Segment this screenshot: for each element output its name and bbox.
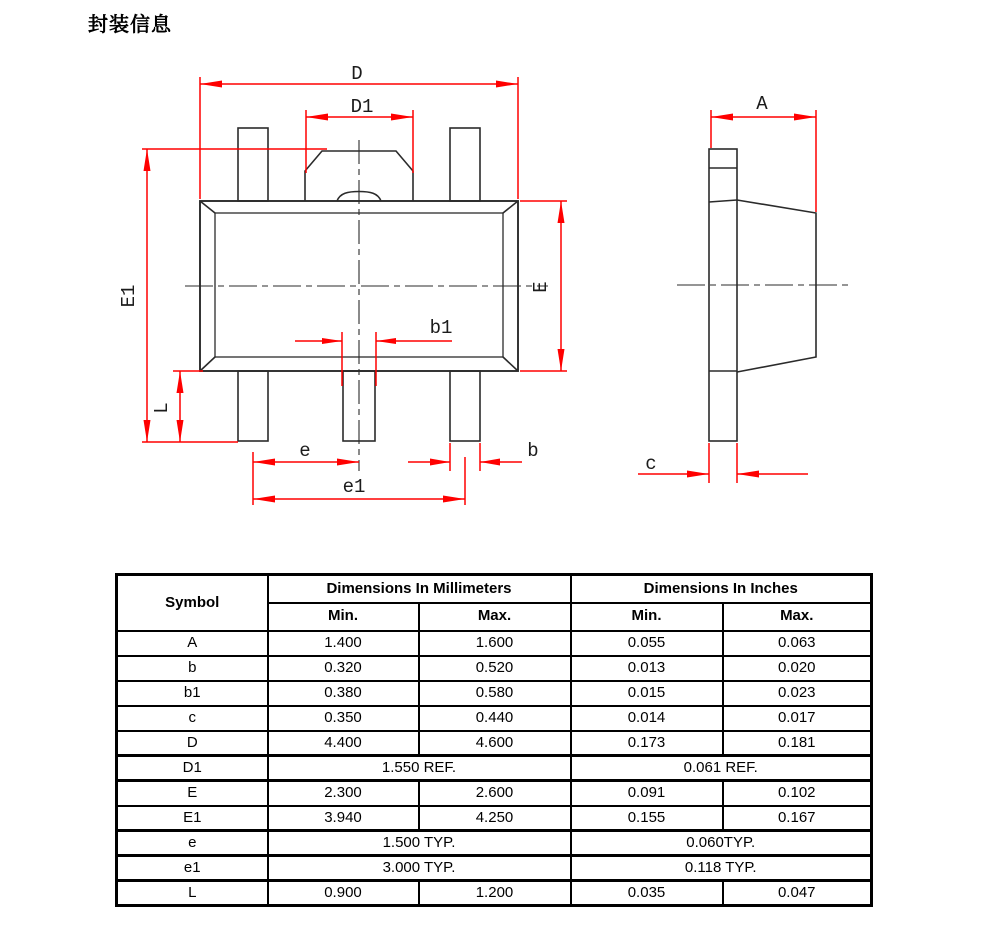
table-row-E1	[117, 806, 872, 831]
symbol-cell: c	[117, 706, 268, 731]
col-header-in-max: Max.	[723, 603, 872, 631]
mm-min-cell: 0.350	[268, 706, 419, 731]
front-view-body	[185, 128, 548, 471]
dim-label-b1: b1	[429, 317, 453, 339]
mm-max-cell: 0.520	[419, 656, 571, 681]
mm-max-cell: 1.600	[419, 631, 571, 656]
mm-min-cell: 2.300	[268, 781, 419, 806]
mm-min-cell: 1.400	[268, 631, 419, 656]
mm-merged-cell: 1.500 TYP.	[268, 831, 571, 856]
side-view-body	[677, 149, 850, 441]
dim-label-c: c	[645, 453, 657, 475]
dim-label-b: b	[527, 440, 539, 462]
table-row-e1	[117, 856, 872, 881]
side-view	[638, 93, 850, 483]
symbol-cell: b1	[117, 681, 268, 706]
in-min-cell: 0.014	[571, 706, 723, 731]
mm-min-cell: 0.320	[268, 656, 419, 681]
in-merged-cell: 0.060TYP.	[571, 831, 872, 856]
in-min-cell: 0.155	[571, 806, 723, 831]
in-min-cell: 0.091	[571, 781, 723, 806]
dim-label-E: E	[530, 281, 552, 293]
table-row-A	[117, 631, 872, 656]
dimensions-table	[115, 573, 873, 907]
col-header-symbol: Symbol	[117, 575, 268, 631]
dim-label-E1: E1	[118, 284, 140, 308]
in-min-cell: 0.013	[571, 656, 723, 681]
in-min-cell: 0.035	[571, 881, 723, 906]
table-row-D	[117, 731, 872, 756]
side-view-dimensions	[638, 110, 816, 483]
in-min-cell: 0.055	[571, 631, 723, 656]
table-row-L	[117, 881, 872, 906]
in-min-cell: 0.015	[571, 681, 723, 706]
symbol-cell: b	[117, 656, 268, 681]
mm-min-cell: 0.900	[268, 881, 419, 906]
symbol-cell: e1	[117, 856, 268, 881]
mm-max-cell: 0.580	[419, 681, 571, 706]
in-max-cell: 0.047	[723, 881, 872, 906]
dim-label-A: A	[756, 93, 768, 115]
in-merged-cell: 0.061 REF.	[571, 756, 872, 781]
mm-merged-cell: 3.000 TYP.	[268, 856, 571, 881]
mm-max-cell: 2.600	[419, 781, 571, 806]
dim-label-D1: D1	[350, 96, 374, 118]
in-min-cell: 0.173	[571, 731, 723, 756]
symbol-cell: E1	[117, 806, 268, 831]
table-row-c	[117, 706, 872, 731]
col-header-mm-min: Min.	[268, 603, 419, 631]
col-header-mm: Dimensions In Millimeters	[268, 575, 571, 603]
symbol-cell: D1	[117, 756, 268, 781]
in-max-cell: 0.020	[723, 656, 872, 681]
in-max-cell: 0.017	[723, 706, 872, 731]
mm-min-cell: 0.380	[268, 681, 419, 706]
col-header-mm-max: Max.	[419, 603, 571, 631]
in-max-cell: 0.167	[723, 806, 872, 831]
mm-max-cell: 4.600	[419, 731, 571, 756]
dim-label-D: D	[351, 63, 363, 85]
front-view	[118, 63, 567, 505]
table-row-b1	[117, 681, 872, 706]
symbol-cell: E	[117, 781, 268, 806]
col-header-inch: Dimensions In Inches	[571, 575, 872, 603]
mm-merged-cell: 1.550 REF.	[268, 756, 571, 781]
table-row-D1	[117, 756, 872, 781]
dim-label-L: L	[151, 402, 173, 414]
dim-label-e1: e1	[342, 476, 366, 498]
in-max-cell: 0.063	[723, 631, 872, 656]
front-view-arrowheads	[144, 81, 565, 503]
symbol-cell: A	[117, 631, 268, 656]
mm-max-cell: 1.200	[419, 881, 571, 906]
table-row-E	[117, 781, 872, 806]
symbol-cell: D	[117, 731, 268, 756]
side-view-arrowheads	[687, 114, 816, 478]
in-max-cell: 0.181	[723, 731, 872, 756]
dim-label-e: e	[299, 440, 311, 462]
table-row-b	[117, 656, 872, 681]
table-row-e	[117, 831, 872, 856]
in-max-cell: 0.102	[723, 781, 872, 806]
in-merged-cell: 0.118 TYP.	[571, 856, 872, 881]
mm-min-cell: 4.400	[268, 731, 419, 756]
mm-max-cell: 4.250	[419, 806, 571, 831]
col-header-in-min: Min.	[571, 603, 723, 631]
mm-min-cell: 3.940	[268, 806, 419, 831]
mm-max-cell: 0.440	[419, 706, 571, 731]
symbol-cell: e	[117, 831, 268, 856]
symbol-cell: L	[117, 881, 268, 906]
page-title: 封装信息	[88, 14, 172, 36]
in-max-cell: 0.023	[723, 681, 872, 706]
